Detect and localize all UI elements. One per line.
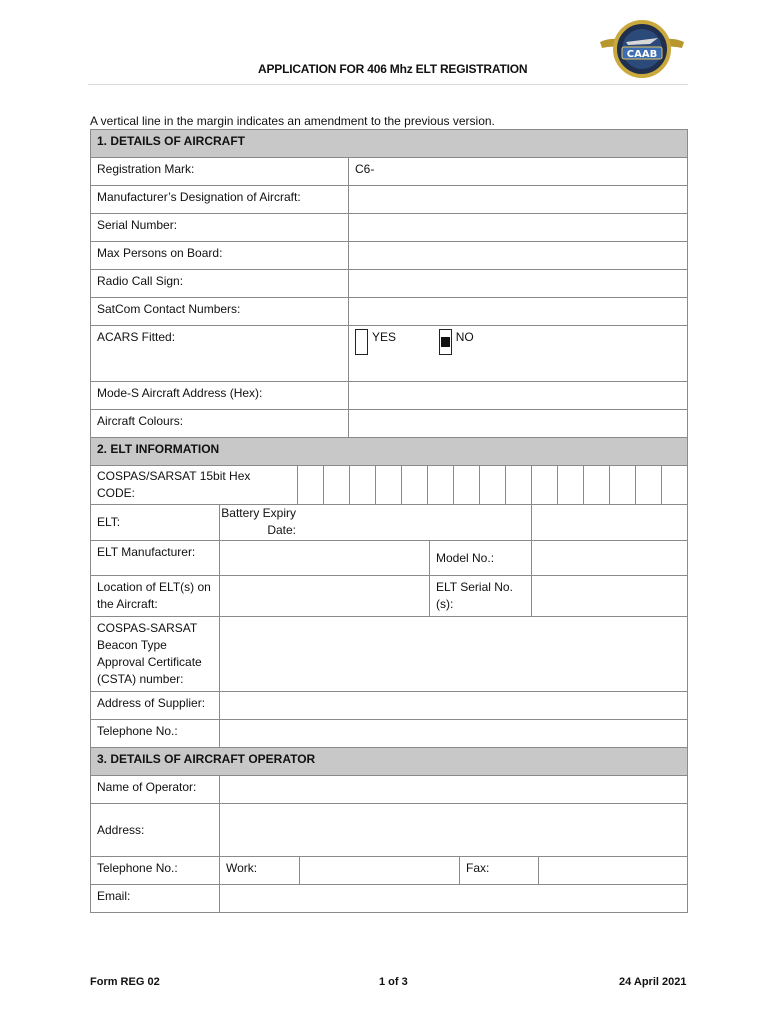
elt-location-field[interactable] xyxy=(220,576,430,617)
hex-cell[interactable] xyxy=(402,466,428,505)
hex-cell[interactable] xyxy=(584,466,610,505)
hex-cell[interactable] xyxy=(324,466,350,505)
acars-yes-checkbox[interactable] xyxy=(355,329,368,355)
hex-cell[interactable] xyxy=(636,466,662,505)
supplier-telephone-field[interactable] xyxy=(220,720,688,748)
elt-location-label: Location of ELT(s) on the Aircraft: xyxy=(91,576,220,617)
max-persons-label: Max Persons on Board: xyxy=(91,242,349,270)
model-no-label: Model No.: xyxy=(430,541,532,576)
satcom-field[interactable] xyxy=(349,298,688,326)
section-heading-operator: 3. DETAILS OF AIRCRAFT OPERATOR xyxy=(91,748,688,776)
operator-name-label: Name of Operator: xyxy=(91,776,220,804)
work-phone-field[interactable] xyxy=(300,857,460,885)
elt-manufacturer-label: ELT Manufacturer: xyxy=(91,541,220,576)
hex-cell[interactable] xyxy=(480,466,506,505)
work-label: Work: xyxy=(220,857,300,885)
radio-call-sign-field[interactable] xyxy=(349,270,688,298)
radio-call-sign-label: Radio Call Sign: xyxy=(91,270,349,298)
satcom-label: SatCom Contact Numbers: xyxy=(91,298,349,326)
max-persons-field[interactable] xyxy=(349,242,688,270)
mode-s-label: Mode-S Aircraft Address (Hex): xyxy=(91,382,349,410)
aircraft-colours-label: Aircraft Colours: xyxy=(91,410,349,438)
hex-code-label: COSPAS/SARSAT 15bit Hex CODE: xyxy=(91,466,298,505)
battery-expiry-field[interactable] xyxy=(532,505,688,541)
registration-mark-field[interactable]: C6- xyxy=(349,158,688,186)
footer-date: 24 April 2021 xyxy=(619,976,687,988)
hex-cell[interactable] xyxy=(662,466,688,505)
manufacturer-designation-label: Manufacturer’s Designation of Aircraft: xyxy=(91,186,349,214)
registration-mark-label: Registration Mark: xyxy=(91,158,349,186)
email-label: Email: xyxy=(91,885,220,913)
mode-s-field[interactable] xyxy=(349,382,688,410)
elt-serial-label: ELT Serial No.(s): xyxy=(430,576,532,617)
registration-form xyxy=(90,129,687,913)
email-field[interactable] xyxy=(220,885,688,913)
footer-form-code: Form REG 02 xyxy=(90,976,160,988)
fax-label: Fax: xyxy=(460,857,539,885)
elt-manufacturer-field[interactable] xyxy=(220,541,430,576)
elt-serial-field[interactable] xyxy=(532,576,688,617)
hex-cell[interactable] xyxy=(558,466,584,505)
hex-cell[interactable] xyxy=(376,466,402,505)
hex-cell[interactable] xyxy=(298,466,324,505)
acars-no-checkbox[interactable] xyxy=(439,329,452,355)
operator-address-field[interactable] xyxy=(220,804,688,857)
acars-no-label: NO xyxy=(455,330,474,344)
hex-cell[interactable] xyxy=(454,466,480,505)
csta-field[interactable] xyxy=(220,617,688,692)
model-no-field[interactable] xyxy=(532,541,688,576)
svg-text:CAAB: CAAB xyxy=(626,49,658,60)
serial-number-field[interactable] xyxy=(349,214,688,242)
aircraft-colours-field[interactable] xyxy=(349,410,688,438)
footer-page-number: 1 of 3 xyxy=(379,976,408,988)
fax-field[interactable] xyxy=(539,857,688,885)
elt-field[interactable] xyxy=(220,505,532,541)
serial-number-label: Serial Number: xyxy=(91,214,349,242)
acars-options xyxy=(349,326,688,382)
operator-name-field[interactable] xyxy=(220,776,688,804)
csta-label: COSPAS-SARSAT Beacon Type Approval Certificate (CSTA) number: xyxy=(91,617,220,692)
section-heading-aircraft: 1. DETAILS OF AIRCRAFT xyxy=(91,130,688,158)
hex-cell[interactable] xyxy=(506,466,532,505)
hex-cell[interactable] xyxy=(428,466,454,505)
section-heading-elt: 2. ELT INFORMATION xyxy=(91,438,688,466)
supplier-telephone-label: Telephone No.: xyxy=(91,720,220,748)
supplier-address-field[interactable] xyxy=(220,692,688,720)
supplier-address-label: Address of Supplier: xyxy=(91,692,220,720)
amendment-note: A vertical line in the margin indicates an amendment to the previous version. xyxy=(90,114,495,128)
hex-cell[interactable] xyxy=(350,466,376,505)
battery-expiry-label: Battery Expiry Date: xyxy=(221,506,296,537)
caab-logo xyxy=(598,12,686,86)
document-title: APPLICATION FOR 406 Mhz ELT REGISTRATION xyxy=(258,62,528,76)
hex-cell[interactable] xyxy=(532,466,558,505)
hex-cell[interactable] xyxy=(610,466,636,505)
acars-label: ACARS Fitted: xyxy=(91,326,349,382)
acars-yes-label: YES xyxy=(372,330,397,344)
operator-address-label: Address: xyxy=(91,804,220,857)
manufacturer-designation-field[interactable] xyxy=(349,186,688,214)
operator-telephone-label: Telephone No.: xyxy=(91,857,220,885)
elt-label: ELT: xyxy=(91,505,220,541)
